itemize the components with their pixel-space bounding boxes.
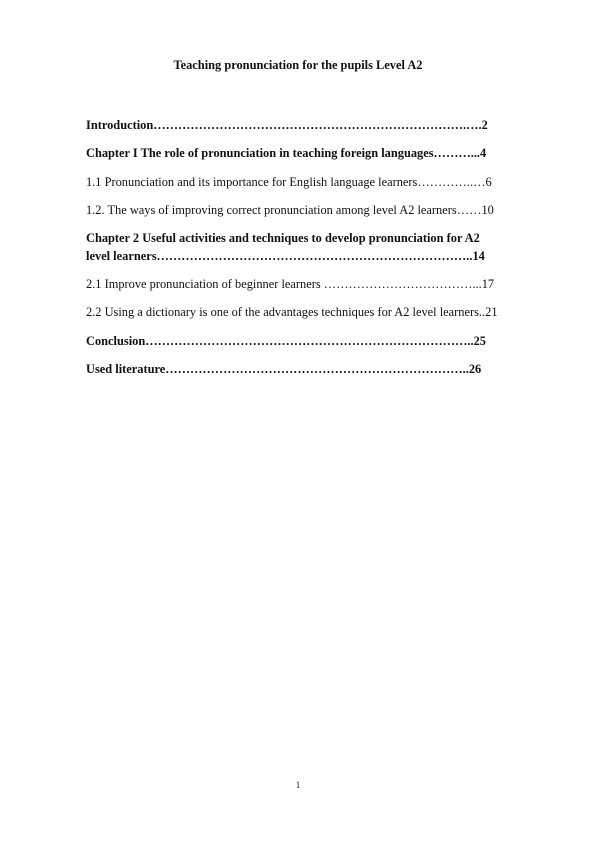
toc-entry-section-2-1: 2.1 Improve pronunciation of beginner learners ………………………………...17 (86, 277, 495, 291)
toc-entry-conclusion: Conclusion……………………………………………………………………..25 (86, 334, 486, 348)
toc-entry-section-2-2: 2.2 Using a dictionary is one of the advantages techniques for A2 level learners..21 (86, 305, 498, 319)
toc-entry-section-1-2: 1.2. The ways of improving correct pronunciation among level A2 learners……10 (86, 203, 494, 217)
toc-entry-chapter-2-line-1: Chapter 2 Useful activities and techniques to develop pronunciation for A2 (86, 231, 480, 245)
toc-entry-used-literature: Used literature………………………………………………………………..26 (86, 362, 482, 376)
toc-entry-introduction: Introduction………………………………………………………………….….2 (86, 118, 488, 132)
page-number: 1 (295, 780, 301, 790)
toc-entry-chapter-1: Chapter I The role of pronunciation in teaching foreign languages………...4 (86, 146, 487, 160)
toc-entry-chapter-2-line-2: level learners…………………………………………………………………..14 (86, 249, 485, 263)
toc-entry-section-1-1: 1.1 Pronunciation and its importance for English language learners…………..…6 (86, 175, 492, 189)
document-title: Teaching pronunciation for the pupils Level A2 (173, 58, 423, 72)
